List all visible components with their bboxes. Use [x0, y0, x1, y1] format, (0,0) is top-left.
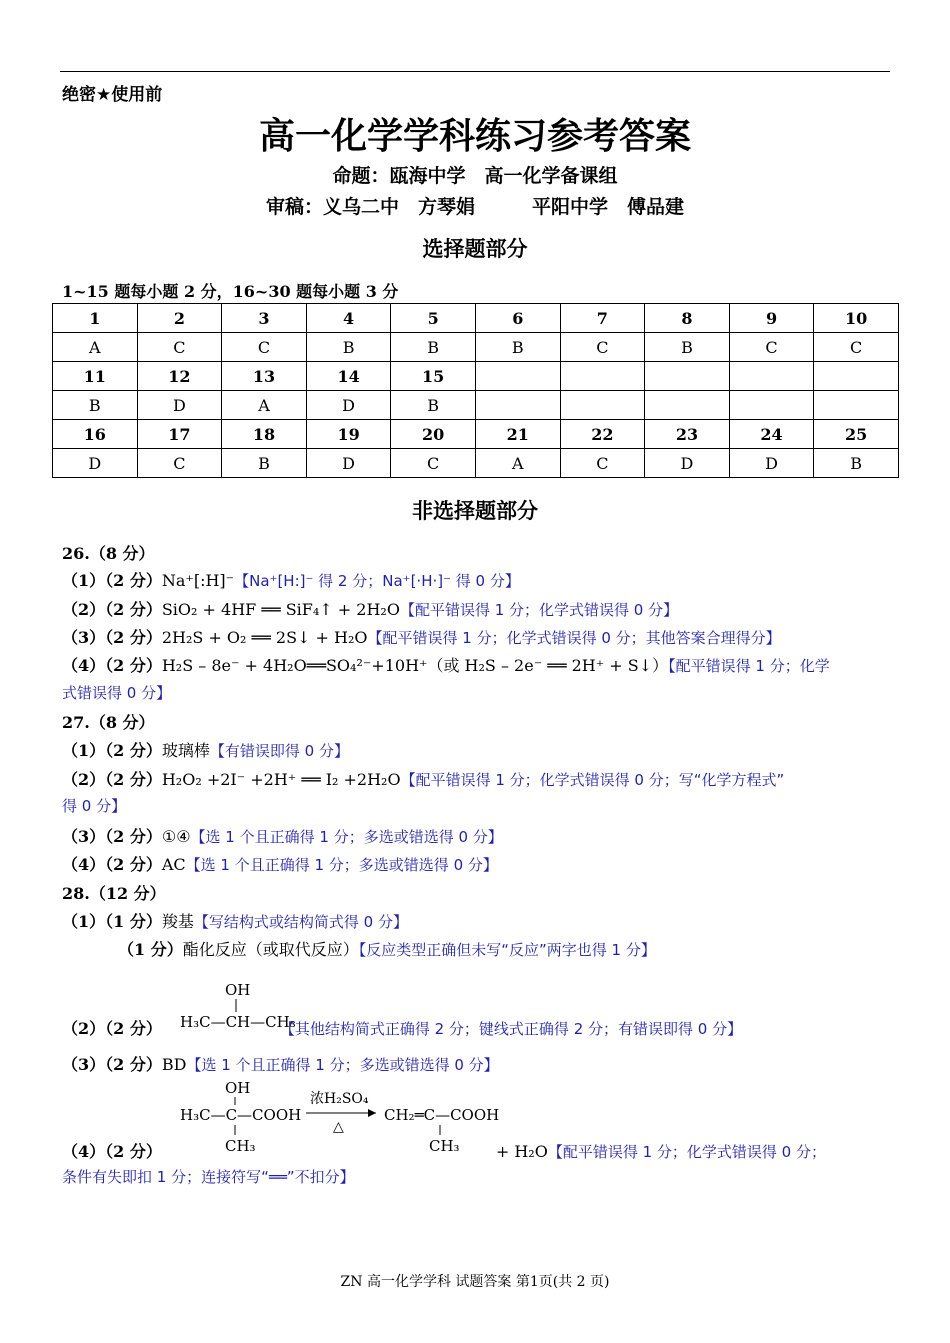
product-ch3: CH₃ — [429, 1137, 460, 1155]
q28-p1b-note: 【反应类型正确但未写“反应”两字也得 1 分】 — [358, 941, 656, 959]
answer-cell: C — [391, 449, 476, 478]
answer-cell: C — [729, 333, 814, 362]
q27-part3 — [62, 824, 503, 847]
q26-p4-label: （4）（2 分） — [62, 656, 162, 675]
question-number-cell — [814, 362, 899, 391]
question-number-cell: 24 — [729, 420, 814, 449]
q28-part1 — [62, 909, 408, 932]
q28-heading: 28.（12 分） — [62, 884, 166, 903]
confidential-label: 绝密★使用前 — [62, 85, 163, 105]
q28-p4-tail: + H₂O — [495, 1142, 548, 1161]
q28-p4-note-cont: 条件有失即扣 1 分；连接符写“══”不扣分】 — [62, 1168, 355, 1186]
question-number-cell: 11 — [53, 362, 138, 391]
answer-cell: C — [560, 449, 645, 478]
reactant-oh: OH — [225, 1079, 251, 1097]
q28-p3-label: （3）（2 分） — [62, 1055, 162, 1074]
answer-cell: B — [391, 391, 476, 420]
q27-part2-cont — [62, 795, 126, 816]
section-choice: 选择题部分 — [422, 237, 528, 261]
q27-p2-label: （2）（2 分） — [62, 770, 162, 789]
question-number-cell — [729, 362, 814, 391]
condition-bottom: △ — [333, 1119, 344, 1135]
question-number-cell — [475, 362, 560, 391]
answer-cell: C — [222, 333, 307, 362]
q26-p3-note: 【配平错误得 1 分；化学式错误得 0 分；其他答案合理得分】 — [367, 629, 781, 647]
question-number-cell: 19 — [306, 420, 391, 449]
answer-cell: B — [391, 333, 476, 362]
q27-p3-note: 【选 1 个且正确得 1 分；多选或错选得 0 分】 — [190, 828, 503, 846]
condition-top: 浓H₂SO₄ — [310, 1091, 369, 1107]
answer-cell: D — [729, 449, 814, 478]
question-number-cell: 15 — [391, 362, 476, 391]
answer-cell: A — [222, 391, 307, 420]
question-number-cell: 3 — [222, 304, 307, 333]
table-row — [53, 304, 899, 333]
proposition-line: 命题：瓯海中学 高一化学备课组 — [332, 165, 618, 187]
q27-p1-answer: 玻璃棒 — [161, 741, 210, 760]
question-number-cell: 21 — [475, 420, 560, 449]
q27-heading: 27.（8 分） — [62, 713, 155, 732]
review-line: 审稿：义乌二中 方琴娟 平阳中学 傅品建 — [265, 196, 684, 218]
q28-p1b-answer: 酯化反应（或取代反应） — [182, 940, 359, 959]
q28-p2-note: 【其他结构简式正确得 2 分；键线式正确得 2 分；有错误即得 0 分】 — [279, 1020, 743, 1038]
question-number-cell: 12 — [137, 362, 222, 391]
q28-p1-note: 【写结构式或结构简式得 0 分】 — [193, 913, 408, 931]
scoring-note: 1~15 题每小题 2 分，16~30 题每小题 3 分 — [62, 282, 399, 301]
section-nonchoice: 非选择题部分 — [412, 499, 538, 523]
table-row — [53, 420, 899, 449]
question-number-cell: 18 — [222, 420, 307, 449]
answer-cell: D — [306, 391, 391, 420]
q27-p4-label: （4）（2 分） — [62, 855, 162, 874]
answer-cell: D — [645, 449, 730, 478]
q26-p3-equation: 2H₂S + O₂ ══ 2S↓ + H₂O — [161, 628, 368, 647]
answer-cell: B — [222, 449, 307, 478]
q28-part4-cont — [62, 1166, 355, 1187]
answer-cell: C — [137, 333, 222, 362]
q28-p3-answer: BD — [161, 1055, 187, 1074]
q26-p1-note: 【Na⁺[H:]⁻ 得 2 分；Na⁺[·H·]⁻ 得 0 分】 — [234, 572, 520, 590]
q26-part1 — [62, 568, 520, 591]
question-number-cell: 6 — [475, 304, 560, 333]
question-number-cell: 22 — [560, 420, 645, 449]
q28-p4-note: 【配平错误得 1 分；化学式错误得 0 分； — [547, 1143, 826, 1161]
reaction-arrowhead — [368, 1109, 376, 1117]
q27-p4-answer: AC — [161, 855, 186, 874]
q26-p2-equation: SiO₂ + 4HF ══ SiF₄↑ + 2H₂O — [161, 600, 400, 619]
answer-cell: C — [814, 333, 899, 362]
answer-cell: A — [53, 333, 138, 362]
answer-cell: D — [53, 449, 138, 478]
question-number-cell: 23 — [645, 420, 730, 449]
question-number-cell: 5 — [391, 304, 476, 333]
question-number-cell: 7 — [560, 304, 645, 333]
q28-part3 — [62, 1052, 499, 1075]
q28-p1-label: （1）（1 分） — [62, 912, 162, 931]
q26-heading: 26.（8 分） — [62, 544, 155, 563]
answer-cell: B — [53, 391, 138, 420]
question-number-cell — [560, 362, 645, 391]
question-number-cell: 10 — [814, 304, 899, 333]
q26-p4-note-cont: 式错误得 0 分】 — [62, 684, 172, 702]
answer-cell: D — [137, 391, 222, 420]
q27-part4 — [62, 852, 498, 875]
reactant-main: H₃C—C—COOH — [180, 1106, 302, 1124]
question-number-cell: 2 — [137, 304, 222, 333]
q28-p1-answer: 羧基 — [161, 912, 194, 931]
q27-part2 — [62, 767, 784, 790]
question-number-cell — [645, 362, 730, 391]
page-footer: ZN 高一化学学科 试题答案 第1页(共 2 页) — [340, 1274, 610, 1290]
table-row — [53, 362, 899, 391]
answer-cell: C — [560, 333, 645, 362]
q26-p2-note: 【配平错误得 1 分；化学式错误得 0 分】 — [399, 601, 679, 619]
q26-part2 — [62, 597, 678, 620]
answer-cell — [560, 391, 645, 420]
isopropanol-oh: OH — [225, 981, 251, 999]
answer-cell — [729, 391, 814, 420]
q27-p3-label: （3）（2 分） — [62, 827, 162, 846]
q28-p4-label: （4）（2 分） — [62, 1142, 162, 1161]
q26-p1-label: （1）（2 分） — [62, 571, 162, 590]
q26-part4 — [62, 653, 830, 676]
answer-cell: B — [645, 333, 730, 362]
q28-part4 — [62, 1139, 826, 1162]
q27-p2-note-cont: 得 0 分】 — [62, 797, 127, 815]
question-number-cell: 4 — [306, 304, 391, 333]
q27-p1-label: （1）（2 分） — [62, 741, 162, 760]
q27-p1-note: 【有错误即得 0 分】 — [209, 742, 349, 760]
question-number-cell: 13 — [222, 362, 307, 391]
page-title: 高一化学学科练习参考答案 — [258, 116, 691, 157]
header-rule — [60, 71, 890, 72]
isopropanol-main: H₃C—CH—CH₃ — [180, 1013, 296, 1031]
q28-p3-note: 【选 1 个且正确得 1 分；多选或错选得 0 分】 — [186, 1056, 499, 1074]
q26-p1-formula: Na⁺[:H]⁻ — [161, 571, 235, 590]
question-number-cell: 20 — [391, 420, 476, 449]
q28-part1b — [118, 937, 656, 960]
q27-p3-answer: ①④ — [161, 827, 191, 846]
answer-cell: B — [814, 449, 899, 478]
q27-p4-note: 【选 1 个且正确得 1 分；多选或错选得 0 分】 — [185, 856, 498, 874]
q28-part2 — [62, 1016, 742, 1039]
answer-cell: C — [137, 449, 222, 478]
question-number-cell: 8 — [645, 304, 730, 333]
answer-cell: D — [306, 449, 391, 478]
question-number-cell: 9 — [729, 304, 814, 333]
question-number-cell: 16 — [53, 420, 138, 449]
q27-p2-note: 【配平错误得 1 分；化学式错误得 0 分；写“化学方程式” — [400, 771, 785, 789]
question-number-cell: 1 — [53, 304, 138, 333]
answer-cell: B — [306, 333, 391, 362]
question-number-cell: 17 — [137, 420, 222, 449]
q26-p4-equation: H₂S – 8e⁻ + 4H₂O══SO₄²⁻+10H⁺（或 H₂S – 2e⁻ ══ 2H⁺ + S↓） — [161, 656, 669, 675]
question-number-cell: 14 — [306, 362, 391, 391]
answer-cell: A — [475, 449, 560, 478]
table-row — [53, 391, 899, 420]
answer-table — [52, 303, 899, 478]
answer-cell — [475, 391, 560, 420]
q27-p2-equation: H₂O₂ +2I⁻ +2H⁺ ══ I₂ +2H₂O — [161, 770, 401, 789]
q26-part4-cont — [62, 682, 171, 703]
q26-part3 — [62, 625, 781, 648]
answer-cell: B — [475, 333, 560, 362]
q26-p4-note: 【配平错误得 1 分；化学 — [668, 657, 830, 675]
product-main: CH₂═C—COOH — [384, 1106, 500, 1124]
q28-p1b-label: （1 分） — [118, 940, 183, 959]
table-row — [53, 449, 899, 478]
table-row — [53, 333, 899, 362]
q26-p2-label: （2）（2 分） — [62, 600, 162, 619]
q27-part1 — [62, 738, 349, 761]
q28-p2-label: （2）（2 分） — [62, 1019, 162, 1038]
q26-p3-label: （3）（2 分） — [62, 628, 162, 647]
reactant-ch3: CH₃ — [225, 1137, 256, 1155]
question-number-cell: 25 — [814, 420, 899, 449]
answer-cell — [814, 391, 899, 420]
answer-cell — [645, 391, 730, 420]
